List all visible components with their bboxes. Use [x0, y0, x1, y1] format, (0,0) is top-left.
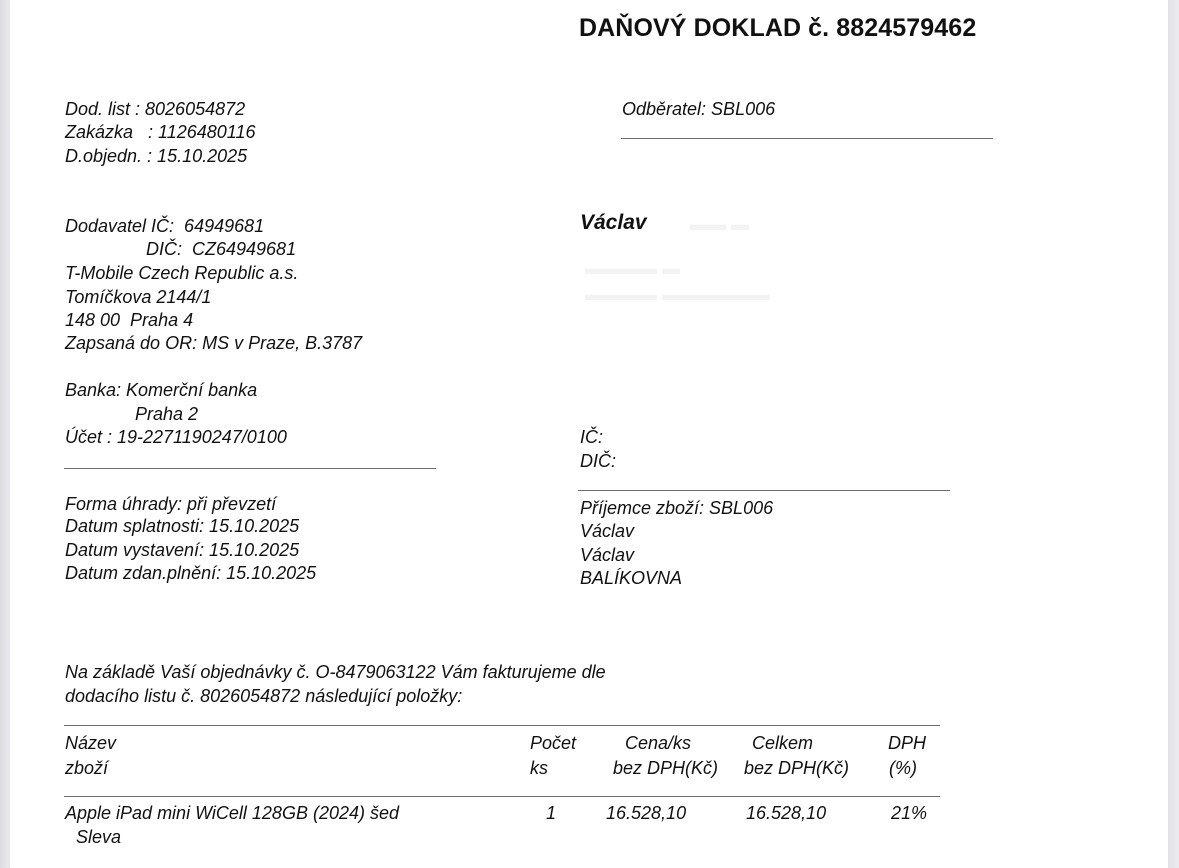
due-date: Datum splatnosti: 15.10.2025: [65, 516, 300, 536]
invoice-page: [10, 0, 1168, 868]
bank-branch: Praha 2: [135, 404, 199, 424]
table-top-divider: [64, 725, 940, 726]
header-unit-price-line-1: Cena/ks: [625, 733, 692, 753]
customer-divider: [621, 138, 993, 139]
supplier-ic: Dodavatel IČ: 64949681: [65, 216, 265, 236]
header-qty-line-2: ks: [530, 758, 548, 778]
recipient-label: Příjemce zboží: SBL006: [580, 498, 774, 518]
redacted-text: ▬▬▬▬ ▬: [585, 258, 681, 278]
item-quantity: 1: [546, 803, 557, 823]
intro-line-2: dodacího listu č. 8026054872 následující položky:: [65, 686, 463, 706]
header-vat-line-1: DPH: [888, 733, 927, 753]
header-unit-price-line-2: bez DPH(Kč): [613, 758, 719, 778]
issue-date: Datum vystavení: 15.10.2025: [65, 540, 300, 560]
supplier-street: Tomíčkova 2144/1: [65, 287, 212, 307]
item-name: Apple iPad mini WiCell 128GB (2024) šed: [65, 803, 400, 823]
header-name-line-1: Název: [65, 733, 117, 753]
header-total-line-1: Celkem: [752, 733, 814, 753]
delivery-note-number: Dod. list : 8026054872: [65, 99, 246, 119]
supplier-registry: Zapsaná do OR: MS v Praze, B.3787: [65, 333, 363, 353]
supplier-company: T-Mobile Czech Republic a.s.: [65, 263, 299, 283]
table-header-divider: [64, 796, 940, 797]
order-number: Zakázka : 1126480116: [65, 122, 256, 142]
viewer-right-edge: [1168, 0, 1179, 868]
header-total-line-2: bez DPH(Kč): [744, 758, 850, 778]
viewer-left-edge: [0, 0, 10, 868]
item-unit-price: 16.528,10: [606, 803, 687, 823]
customer-ic-label: IČ:: [580, 427, 604, 447]
bank-divider: [64, 468, 436, 469]
item-discount-note: Sleva: [76, 827, 122, 847]
customer-dic-label: DIČ:: [580, 451, 616, 471]
item-vat-rate: 21%: [891, 803, 928, 823]
supplier-city: 148 00 Praha 4: [65, 310, 194, 330]
customer-label: Odběratel: SBL006: [622, 99, 776, 119]
header-qty-line-1: Počet: [530, 733, 577, 753]
taxable-supply-date: Datum zdan.plnění: 15.10.2025: [65, 563, 317, 583]
recipient-line-3: BALÍKOVNA: [580, 568, 683, 588]
redacted-text: ▬▬▬▬ ▬▬▬▬▬▬: [585, 284, 771, 304]
supplier-dic: DIČ: CZ64949681: [146, 239, 297, 259]
document-title: DAŇOVÝ DOKLAD č. 8824579462: [579, 14, 977, 42]
bank-name: Banka: Komerční banka: [65, 380, 258, 400]
intro-line-1: Na základě Vaší objednávky č. O-8479063122 Vám fakturujeme dle: [65, 662, 606, 682]
customer-tax-divider: [578, 490, 950, 491]
header-vat-line-2: (%): [889, 758, 917, 778]
customer-name: Václav: [580, 211, 647, 234]
bank-account: Účet : 19-2271190247/0100: [65, 427, 287, 447]
header-name-line-2: zboží: [65, 758, 109, 778]
order-date: D.objedn. : 15.10.2025: [65, 146, 248, 166]
recipient-line-2: Václav: [580, 545, 635, 565]
payment-method: Forma úhrady: při převzetí: [65, 494, 277, 514]
item-total: 16.528,10: [746, 803, 827, 823]
recipient-line-1: Václav: [580, 521, 635, 541]
redacted-text: ▬▬ ▬: [690, 214, 750, 234]
